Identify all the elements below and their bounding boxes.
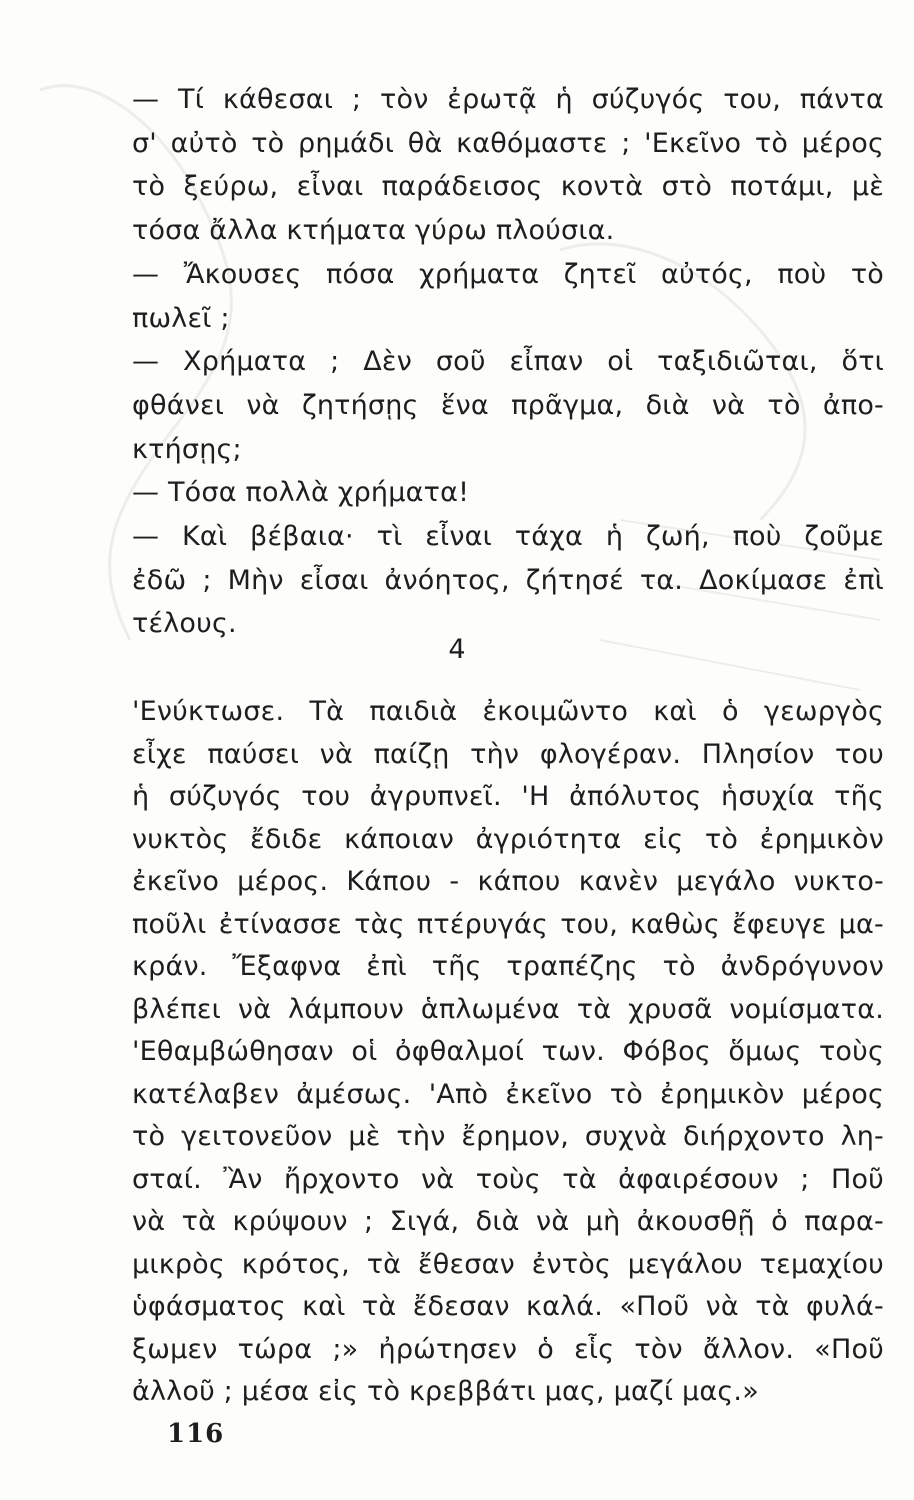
text-line: ἐκεῖνο μέρος. Κάπου - κάπου κανὲν μεγάλο νυκτο- xyxy=(132,866,884,897)
text-line: — Ἄκουσες πόσα χρήματα ζητεῖ αὐτός, ποὺ τὸ xyxy=(132,258,884,290)
text-line: 'Εθαμβώθησαν οἱ ὀφθαλμοί των. Φόβος ὅμως τοὺς xyxy=(132,1036,884,1067)
text-line: σταί. Ἂν ἤρχοντο νὰ τοὺς τὰ ἀφαιρέσουν ; Ποῦ xyxy=(132,1163,884,1195)
text-line: πωλεῖ ; xyxy=(132,302,230,334)
text-line: βλέπει νὰ λάμπουν ἁπλωμένα τὰ χρυσᾶ νομίσματα. xyxy=(132,993,884,1025)
text-line: — Τί κάθεσαι ; τὸν ἐρωτᾷ ἡ σύζυγός του, πάντα xyxy=(132,84,884,115)
text-line: μικρὸς κρότος, τὰ ἔθεσαν ἐντὸς μεγάλου τεμαχίου xyxy=(132,1248,884,1280)
text-line: φθάνει νὰ ζητήσῃς ἕνα πρᾶγμα, διὰ νὰ τὸ ἀπο- xyxy=(132,389,884,421)
text-line: σ' αὐτὸ τὸ ρημάδι θὰ καθόμαστε ; 'Εκεῖνο τὸ μέρος xyxy=(132,127,884,159)
text-line: — Χρήματα ; Δὲν σοῦ εἶπαν οἱ ταξιδιῶται, ὅτι xyxy=(132,346,884,378)
text-line: κράν. Ἔξαφνα ἐπὶ τῆς τραπέζης τὸ ἀνδρόγυνον xyxy=(132,951,884,982)
text-line: — Τόσα πολλὰ χρήματα! xyxy=(132,477,470,509)
text-line: ποῦλι ἐτίνασσε τὰς πτέρυγάς του, καθὼς ἔφευγε μα- xyxy=(132,908,884,940)
text-line: νὰ τὰ κρύψουν ; Σιγά, διὰ νὰ μὴ ἀκουσθῇ ὁ παρα- xyxy=(132,1206,884,1237)
text-line: ὑφάσματος καὶ τὰ ἔδεσαν καλά. «Ποῦ νὰ τὰ φυλά- xyxy=(132,1291,884,1322)
text-line: ἀλλοῦ ; μέσα εἰς τὸ κρεββάτι μας, μαζί μας.» xyxy=(132,1376,759,1407)
text-line: τόσα ἄλλα κτήματα γύρω πλούσια. xyxy=(132,215,615,247)
text-line: κτήσῃς; xyxy=(132,433,242,465)
text-line: ἡ σύζυγός του ἀγρυπνεῖ. 'Η ἀπόλυτος ἡσυχία τῆς xyxy=(132,781,884,812)
text-line: ξωμεν τώρα ;» ἠρώτησεν ὁ εἷς τὸν ἄλλον. «Ποῦ xyxy=(132,1333,884,1365)
text-line: 'Ενύκτωσε. Τὰ παιδιὰ ἐκοιμῶντο καὶ ὁ γεωργὸς xyxy=(132,696,884,727)
text-line: τὸ ξεύρω, εἶναι παράδεισος κοντὰ στὸ ποτάμι, μὲ xyxy=(132,171,884,203)
section-number: 4 xyxy=(448,634,466,665)
text-line: νυκτὸς ἔδιδε κάποιαν ἀγριότητα εἰς τὸ ἐρημικὸν xyxy=(132,823,884,855)
text-line: εἶχε παύσει νὰ παίζῃ τὴν φλογέραν. Πλησίον του xyxy=(132,738,884,770)
page-number: 116 xyxy=(167,1419,225,1449)
text-line: κατέλαβεν ἀμέσως. 'Απὸ ἐκεῖνο τὸ ἐρημικὸν μέρος xyxy=(132,1078,884,1110)
text-line: τέλους. xyxy=(132,608,237,640)
text-line: τὸ γειτονεῦον μὲ τὴν ἔρημον, συχνὰ διήρχοντο λη- xyxy=(132,1121,884,1152)
text-line: — Καὶ βέβαια· τὶ εἶναι τάχα ἡ ζωή, ποὺ ζοῦμε xyxy=(132,521,884,552)
text-line: ἐδῶ ; Μὴν εἶσαι ἀνόητος, ζήτησέ τα. Δοκίμασε ἐπὶ xyxy=(132,564,884,596)
